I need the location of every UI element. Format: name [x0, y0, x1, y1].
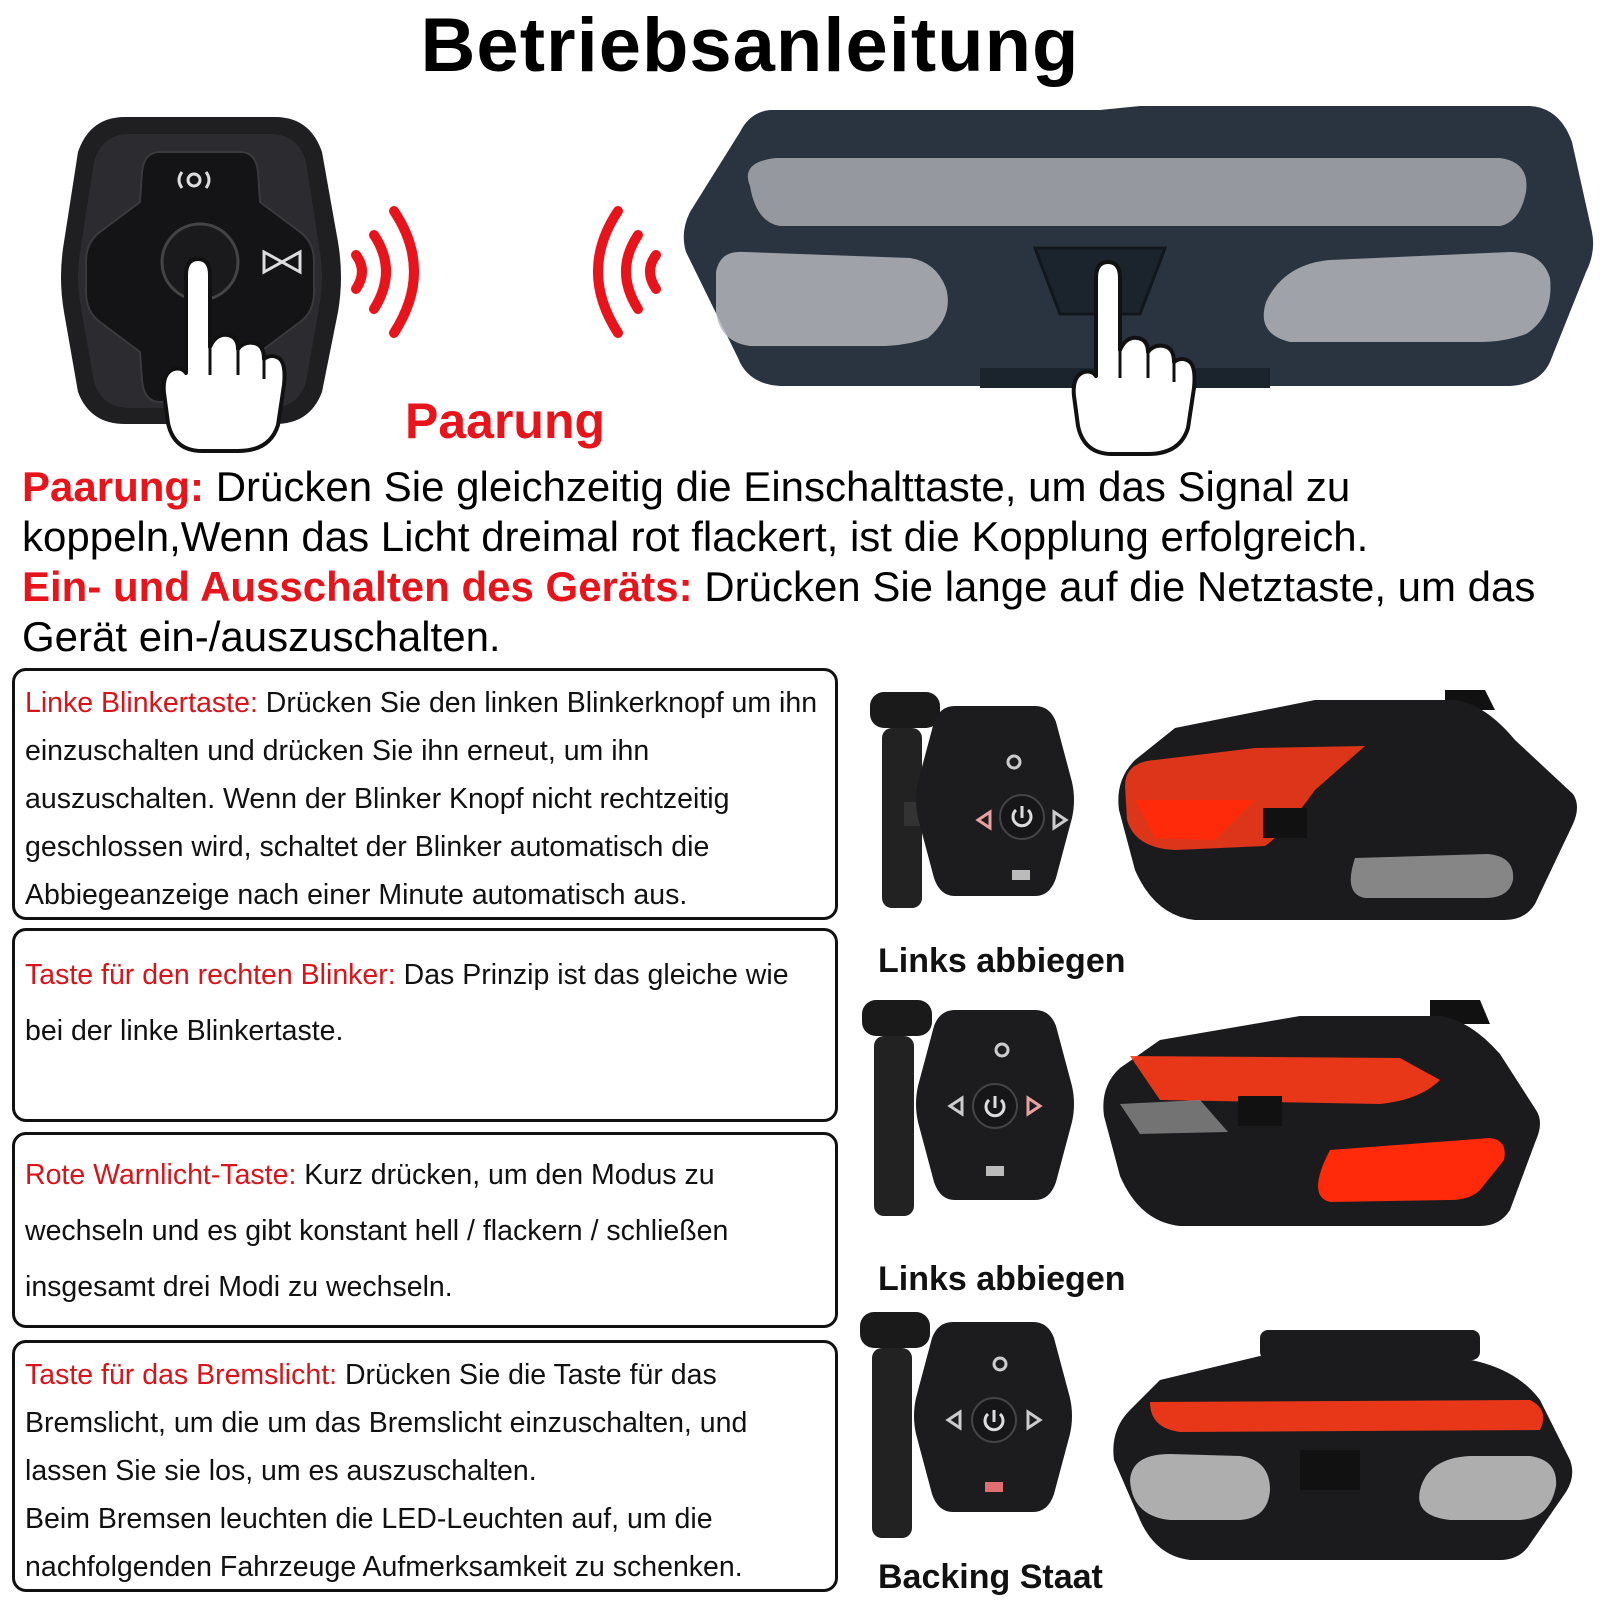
pointing-hand-icon [1068, 258, 1198, 458]
remote-with-mount-3 [858, 1302, 1098, 1562]
pointing-hand-icon [158, 255, 288, 455]
pairing-instruction [22, 462, 1592, 562]
warning-light-box [12, 1132, 838, 1328]
taillight-brake [1110, 1330, 1580, 1566]
signal-waves-icon [572, 205, 662, 340]
caption-left-turn-1: Links abbiegen [878, 942, 1126, 980]
taillight-left-turn [1115, 690, 1585, 926]
pairing-instruction-text: Drücken Sie gleichzeitig die Einschalttaste, um das Signal zu koppeln,Wenn das Licht dreimal rot flackert, ist die Kopplung erfolgreich. [22, 463, 1369, 560]
caption-left-turn-2: Links abbiegen [878, 1260, 1126, 1298]
box-label: Taste für den rechten Blinker: [25, 959, 396, 991]
taillight-right-turn [1100, 1000, 1570, 1236]
pairing-instruction-label: Paarung: [22, 463, 205, 510]
box-text: Kurz drücken, um den Modus zu wechseln und es gibt konstant hell / flackern / schließen insgesamt drei Modi zu wechseln. [25, 1159, 729, 1303]
power-instruction [22, 562, 1592, 662]
box-text-2: Beim Bremsen leuchten die LED-Leuchten auf, um die nachfolgenden Fahrzeuge Aufmerksamkeit zu schenken. [25, 1503, 743, 1583]
page-title: Betriebsanleitung [420, 3, 1080, 88]
box-label: Rote Warnlicht-Taste: [25, 1159, 297, 1191]
remote-with-mount-2 [860, 990, 1100, 1250]
box-label: Taste für das Bremslicht: [25, 1359, 338, 1391]
pairing-label: Paarung [405, 393, 606, 449]
box-text: Drücken Sie den linken Blinkerknopf um ihn einzuschalten und drücken Sie ihn erneut, um ihn auszuschalten. Wenn der Blinker Knopf nicht rechtzeitig geschlossen wird, schaltet der Blinker automatisch die Abbiegeanzeige nach einer Minute automatisch aus. [25, 687, 818, 911]
signal-waves-icon [350, 205, 440, 340]
brake-icon [985, 1482, 1003, 1492]
box-label: Linke Blinkertaste: [25, 687, 258, 719]
brake-light-box [12, 1340, 838, 1592]
left-indicator-box [12, 668, 838, 920]
remote-with-mount-1 [860, 672, 1100, 932]
box-text: Drücken Sie die Taste für das Bremslicht, um die um das Bremslicht einzuschalten, und lassen Sie sie los, um es auszuschalten. [25, 1359, 748, 1487]
box-text: Das Prinzip ist das gleiche wie bei der linke Blinkertaste. [25, 959, 789, 1047]
power-instruction-text: Drücken Sie lange auf die Netztaste, um das Gerät ein-/auszuschalten. [22, 563, 1536, 660]
right-indicator-box [12, 928, 838, 1122]
power-instruction-label: Ein- und Ausschalten des Geräts: [22, 563, 693, 610]
caption-brake: Backing Staat [878, 1558, 1103, 1596]
